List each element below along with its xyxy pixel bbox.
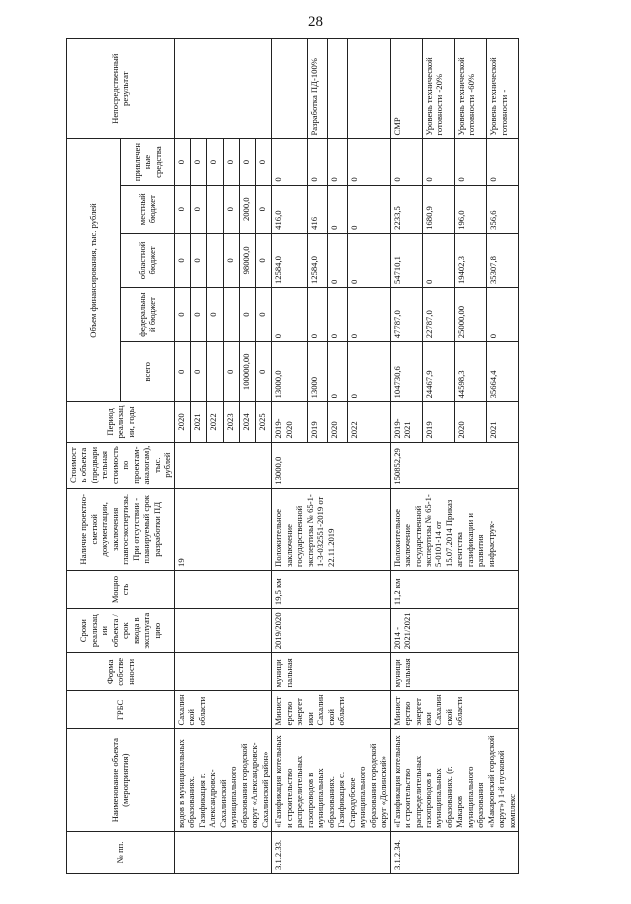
cell-ownership: муниципальная [390, 653, 519, 691]
cell-regional: 0 [422, 233, 454, 287]
cell-attracted: 0 [174, 139, 190, 185]
header-grbs: ГРБС [67, 691, 175, 729]
cell-num [174, 831, 271, 873]
rotated-table-content [66, 38, 602, 874]
cell-regional: 0 [174, 233, 190, 287]
cell-deadline: 2019/2020 [272, 609, 390, 653]
header-capacity: Мощность [67, 570, 175, 608]
header-federal: федеральный бюджет [120, 288, 174, 342]
cell-attracted: 0 [454, 139, 486, 185]
header-result: Непосредственный результат [67, 39, 175, 139]
cell-regional: 0 [327, 233, 347, 287]
cell-federal: 22787,0 [422, 288, 454, 342]
cell-period: 2022 [207, 402, 223, 442]
cell-federal: 0 [174, 288, 190, 342]
cell-regional: 0 [347, 233, 390, 287]
cell-total: 0 [223, 342, 239, 402]
cell-name: водов в муниципальных образованиях. Газификация г. Александровск-Сахалинский муниципального образования городской округ «Александровск-Сахалинский район» [174, 729, 271, 831]
cell-attracted: 0 [272, 139, 307, 185]
cell-period: 2019 [307, 402, 327, 442]
cell-result: СМР [390, 39, 422, 139]
cell-federal [223, 288, 239, 342]
cell-attracted: 0 [422, 139, 454, 185]
cell-period: 2020 [174, 402, 190, 442]
cell-attracted: 0 [347, 139, 390, 185]
cell-attracted: 0 [239, 139, 255, 185]
cell-total: 35664,4 [487, 342, 519, 402]
cell-total: 44598,3 [454, 342, 486, 402]
cell-federal: 0 [347, 288, 390, 342]
cell-federal: 0 [207, 288, 223, 342]
cell-local: 0 [223, 185, 239, 233]
cell-regional: 12584,0 [272, 233, 307, 287]
cell-regional: 54710,1 [390, 233, 422, 287]
cell-cost: 13000,0 [272, 442, 390, 488]
cell-docs: 19 [174, 488, 271, 570]
header-local: местный бюджет [120, 185, 174, 233]
cell-period: 2023 [223, 402, 239, 442]
cell-attracted: 0 [255, 139, 271, 185]
cell-total: 104730,6 [390, 342, 422, 402]
cell-num: 3.1.2.34. [390, 831, 519, 873]
cell-period: 2020 [454, 402, 486, 442]
cell-attracted: 0 [307, 139, 327, 185]
header-docs: Наличие проектно-сметной документации, заключения главгосэкспертизы. При отсутствии - планируемый срок разработки ПД [67, 488, 175, 570]
header-deadline: Сроки реализации объекта / срок ввода в эксплуатацию [67, 609, 175, 653]
cell-local: 356,6 [487, 185, 519, 233]
cell-ownership: муниципальная [272, 653, 390, 691]
cell-attracted: 0 [207, 139, 223, 185]
cell-period: 2024 [239, 402, 255, 442]
cell-total: 24467,9 [422, 342, 454, 402]
cell-docs: Положительное заключение государственной экспертизы № 65-1-5-0101-14 от 15.07.2014 Приказ агентства газификации и развития инфраструк- [390, 488, 519, 570]
header-period: Период реализации, годы [67, 402, 175, 442]
financing-table [66, 38, 519, 874]
cell-local: 196,0 [454, 185, 486, 233]
cell-docs: Положительное заключение государственной экспертизы № 65-1-1-3-032551-2019 от 22.11.2019 [272, 488, 390, 570]
cell-ownership [174, 653, 271, 691]
cell-regional: 12584,0 [307, 233, 327, 287]
header-cost: Стоимость объекта (предварительная стоимость по проектам-аналогам), тыс. рублей [67, 442, 175, 488]
cell-regional: 19402,3 [454, 233, 486, 287]
cell-federal: 0 [255, 288, 271, 342]
cell-period: 2019-2021 [390, 402, 422, 442]
cell-total: 13000,0 [272, 342, 307, 402]
cell-result: Уровень технической готовности - [487, 39, 519, 139]
cell-total [207, 342, 223, 402]
header-total: всего [120, 342, 174, 402]
cell-attracted: 0 [487, 139, 519, 185]
cell-local: 0 [327, 185, 347, 233]
header-attracted: привлеченные средства [120, 139, 174, 185]
cell-local: 0 [255, 185, 271, 233]
cell-federal: 47787,0 [390, 288, 422, 342]
cell-local: 0 [174, 185, 190, 233]
cell-deadline [174, 609, 271, 653]
cell-period: 2019-2020 [272, 402, 307, 442]
table-row [174, 39, 190, 874]
cell-period: 2019 [422, 402, 454, 442]
cell-total: 13000 [307, 342, 327, 402]
cell-local [207, 185, 223, 233]
cell-result: Уровень технической готовности -60% [454, 39, 486, 139]
cell-period: 2021 [191, 402, 207, 442]
cell-total: 0 [347, 342, 390, 402]
cell-capacity: 19,5 км [272, 570, 390, 608]
cell-cost: 150852,29 [390, 442, 519, 488]
header-regional: областной бюджет [120, 233, 174, 287]
cell-capacity: 11,2 км [390, 570, 519, 608]
cell-regional: 0 [255, 233, 271, 287]
page-number: 28 [308, 14, 323, 30]
header-ownership: Форма собственности [67, 653, 175, 691]
cell-regional: 0 [223, 233, 239, 287]
cell-regional: 98000,0 [239, 233, 255, 287]
cell-federal: 0 [307, 288, 327, 342]
cell-federal: 0 [272, 288, 307, 342]
cell-period: 2020 [327, 402, 347, 442]
cell-attracted: 0 [223, 139, 239, 185]
cell-federal: 0 [487, 288, 519, 342]
cell-regional: 35307,8 [487, 233, 519, 287]
cell-attracted: 0 [390, 139, 422, 185]
cell-local: 416 [307, 185, 327, 233]
cell-deadline: 2014 - 2021/2021 [390, 609, 519, 653]
cell-attracted: 0 [191, 139, 207, 185]
cell-result [174, 39, 271, 139]
header-num: № пп. [67, 831, 175, 873]
cell-name: «Газификация котельных и строительство распределительных газопроводов в муниципальных образованиях. Газификация с. Стародубское муниципального образования городской округ «Долинский» [272, 729, 390, 831]
rotated-page-container [66, 38, 602, 874]
cell-capacity [174, 570, 271, 608]
cell-grbs: Министерство энергетики Сахалинской области [272, 691, 390, 729]
cell-local: 1680,9 [422, 185, 454, 233]
table-row [272, 39, 307, 874]
cell-regional: 0 [191, 233, 207, 287]
cell-grbs: Сахалинской области [174, 691, 271, 729]
cell-local: 2233,5 [390, 185, 422, 233]
cell-regional [207, 233, 223, 287]
header-name: Наименование объекта (мероприятия) [67, 729, 175, 831]
cell-total: 100000,00 [239, 342, 255, 402]
table-row [390, 39, 422, 874]
cell-federal: 0 [239, 288, 255, 342]
cell-num: 3.1.2.33. [272, 831, 390, 873]
cell-federal: 25000,00 [454, 288, 486, 342]
cell-result: Уровень технической готовности -20% [422, 39, 454, 139]
cell-local: 2000,0 [239, 185, 255, 233]
cell-result [272, 39, 307, 139]
cell-result: Разработка ПД-100% [307, 39, 327, 139]
cell-grbs: Министерство энергетики Сахалинской области [390, 691, 519, 729]
header-funding-group: Объем финансирования, тыс. рублей [67, 139, 121, 402]
cell-total: 0 [255, 342, 271, 402]
cell-name: «Газификация котельных и строительство распределительных газопроводов в муниципальных образованиях. (г. Макаров муниципального образования «Макаровский городской округ») 1-й пусковой комплекс [390, 729, 519, 831]
cell-total: 0 [191, 342, 207, 402]
cell-local: 0 [191, 185, 207, 233]
cell-total: 0 [174, 342, 190, 402]
cell-cost [174, 442, 271, 488]
cell-period: 2022 [347, 402, 390, 442]
cell-result [347, 39, 390, 139]
cell-total: 0 [327, 342, 347, 402]
cell-attracted: 0 [327, 139, 347, 185]
cell-result [327, 39, 347, 139]
table-header [67, 39, 175, 874]
cell-local: 0 [347, 185, 390, 233]
cell-federal: 0 [191, 288, 207, 342]
cell-local: 416,0 [272, 185, 307, 233]
cell-period: 2021 [487, 402, 519, 442]
cell-period: 2025 [255, 402, 271, 442]
cell-federal: 0 [327, 288, 347, 342]
